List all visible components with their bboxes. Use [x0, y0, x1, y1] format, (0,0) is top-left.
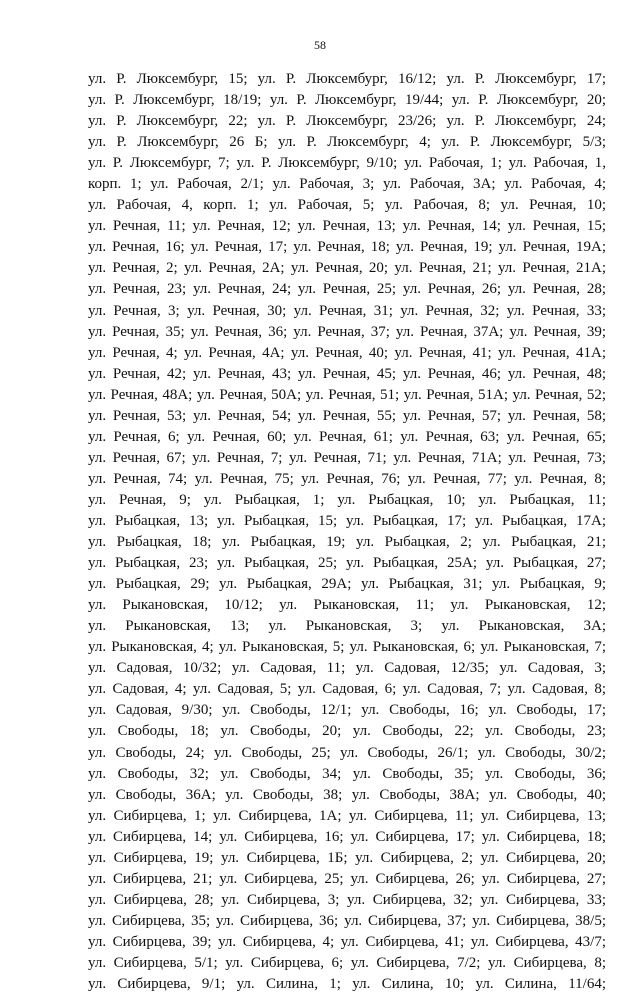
- address-line: ул. Рыкановская, 13; ул. Рыкановская, 3; ул. Рыкановская, 3А;: [88, 618, 606, 635]
- address-line: ул. Сибирцева, 5/1; ул. Сибирцева, 6; ул. Сибирцева, 7/2; ул. Сибирцева, 8;: [88, 954, 606, 971]
- address-line: ул. Речная, 74; ул. Речная, 75; ул. Речная, 76; ул. Речная, 77; ул. Речная, 8;: [88, 470, 606, 487]
- address-line: ул. Р. Люксембург, 7; ул. Р. Люксембург, 9/10; ул. Рабочая, 1; ул. Рабочая, 1,: [88, 155, 606, 172]
- address-line: ул. Речная, 3; ул. Речная, 30; ул. Речная, 31; ул. Речная, 32; ул. Речная, 33;: [88, 302, 606, 319]
- address-line: ул. Речная, 42; ул. Речная, 43; ул. Речная, 45; ул. Речная, 46; ул. Речная, 48;: [88, 365, 606, 382]
- address-line: ул. Рыкановская, 4; ул. Рыкановская, 5; ул. Рыкановская, 6; ул. Рыкановская, 7;: [88, 639, 606, 656]
- address-line: ул. Речная, 16; ул. Речная, 17; ул. Речная, 18; ул. Речная, 19; ул. Речная, 19А;: [88, 239, 606, 256]
- address-line: ул. Свободы, 24; ул. Свободы, 25; ул. Свободы, 26/1; ул. Свободы, 30/2;: [88, 744, 606, 761]
- address-line: ул. Р. Люксембург, 26 Б; ул. Р. Люксембург, 4; ул. Р. Люксембург, 5/3;: [88, 134, 606, 151]
- address-line: ул. Р. Люксембург, 22; ул. Р. Люксембург, 23/26; ул. Р. Люксембург, 24;: [88, 113, 606, 130]
- address-line: ул. Рыкановская, 10/12; ул. Рыкановская, 11; ул. Рыкановская, 12;: [88, 597, 606, 614]
- address-line: ул. Речная, 11; ул. Речная, 12; ул. Речная, 13; ул. Речная, 14; ул. Речная, 15;: [88, 218, 606, 235]
- address-line: ул. Речная, 67; ул. Речная, 7; ул. Речная, 71; ул. Речная, 71А; ул. Речная, 73;: [88, 449, 606, 466]
- address-line: ул. Сибирцева, 35; ул. Сибирцева, 36; ул. Сибирцева, 37; ул. Сибирцева, 38/5;: [88, 912, 606, 929]
- address-line: ул. Речная, 2; ул. Речная, 2А; ул. Речная, 20; ул. Речная, 21; ул. Речная, 21А;: [88, 260, 606, 277]
- address-line: ул. Рабочая, 4, корп. 1; ул. Рабочая, 5; ул. Рабочая, 8; ул. Речная, 10;: [88, 197, 606, 214]
- address-line: ул. Сибирцева, 9/1; ул. Силина, 1; ул. Силина, 10; ул. Силина, 11/64;: [88, 976, 606, 993]
- address-line: ул. Садовая, 4; ул. Садовая, 5; ул. Садовая, 6; ул. Садовая, 7; ул. Садовая, 8;: [88, 681, 606, 698]
- address-line: ул. Свободы, 32; ул. Свободы, 34; ул. Свободы, 35; ул. Свободы, 36;: [88, 765, 606, 782]
- address-line: ул. Сибирцева, 1; ул. Сибирцева, 1А; ул. Сибирцева, 11; ул. Сибирцева, 13;: [88, 807, 606, 824]
- address-line: ул. Свободы, 36А; ул. Свободы, 38; ул. Свободы, 38А; ул. Свободы, 40;: [88, 786, 606, 803]
- address-line: ул. Рыбацкая, 13; ул. Рыбацкая, 15; ул. Рыбацкая, 17; ул. Рыбацкая, 17А;: [88, 512, 606, 529]
- address-line: ул. Свободы, 18; ул. Свободы, 20; ул. Свободы, 22; ул. Свободы, 23;: [88, 723, 606, 740]
- address-line: ул. Речная, 23; ул. Речная, 24; ул. Речная, 25; ул. Речная, 26; ул. Речная, 28;: [88, 281, 606, 298]
- address-line: ул. Р. Люксембург, 18/19; ул. Р. Люксембург, 19/44; ул. Р. Люксембург, 20;: [88, 92, 606, 109]
- address-line: ул. Р. Люксембург, 15; ул. Р. Люксембург, 16/12; ул. Р. Люксембург, 17;: [88, 71, 606, 87]
- address-line: ул. Речная, 48А; ул. Речная, 50А; ул. Речная, 51; ул. Речная, 51А; ул. Речная, 52;: [88, 386, 606, 403]
- address-line: ул. Сибирцева, 21; ул. Сибирцева, 25; ул. Сибирцева, 26; ул. Сибирцева, 27;: [88, 870, 606, 887]
- address-line: ул. Рыбацкая, 18; ул. Рыбацкая, 19; ул. Рыбацкая, 2; ул. Рыбацкая, 21;: [88, 534, 606, 551]
- address-line: ул. Речная, 6; ул. Речная, 60; ул. Речная, 61; ул. Речная, 63; ул. Речная, 65;: [88, 428, 606, 445]
- page-number: 58: [314, 38, 326, 52]
- address-line: ул. Речная, 9; ул. Рыбацкая, 1; ул. Рыбацкая, 10; ул. Рыбацкая, 11;: [88, 491, 606, 508]
- address-list: [88, 69, 606, 995]
- address-line: ул. Речная, 4; ул. Речная, 4А; ул. Речная, 40; ул. Речная, 41; ул. Речная, 41А;: [88, 344, 606, 361]
- address-line: ул. Сибирцева, 19; ул. Сибирцева, 1Б; ул. Сибирцева, 2; ул. Сибирцева, 20;: [88, 849, 606, 866]
- address-line: ул. Сибирцева, 14; ул. Сибирцева, 16; ул. Сибирцева, 17; ул. Сибирцева, 18;: [88, 828, 606, 845]
- address-line: ул. Рыбацкая, 29; ул. Рыбацкая, 29А; ул. Рыбацкая, 31; ул. Рыбацкая, 9;: [88, 576, 606, 593]
- address-line: ул. Садовая, 10/32; ул. Садовая, 11; ул. Садовая, 12/35; ул. Садовая, 3;: [88, 660, 606, 677]
- address-line: ул. Сибирцева, 28; ул. Сибирцева, 3; ул. Сибирцева, 32; ул. Сибирцева, 33;: [88, 891, 606, 908]
- address-line: ул. Сибирцева, 39; ул. Сибирцева, 4; ул. Сибирцева, 41; ул. Сибирцева, 43/7;: [88, 933, 606, 950]
- address-line: корп. 1; ул. Рабочая, 2/1; ул. Рабочая, 3; ул. Рабочая, 3А; ул. Рабочая, 4;: [88, 176, 606, 193]
- address-line: ул. Садовая, 9/30; ул. Свободы, 12/1; ул. Свободы, 16; ул. Свободы, 17;: [88, 702, 606, 719]
- address-line: ул. Рыбацкая, 23; ул. Рыбацкая, 25; ул. Рыбацкая, 25А; ул. Рыбацкая, 27;: [88, 555, 606, 572]
- address-line: ул. Речная, 53; ул. Речная, 54; ул. Речная, 55; ул. Речная, 57; ул. Речная, 58;: [88, 407, 606, 424]
- address-line: ул. Речная, 35; ул. Речная, 36; ул. Речная, 37; ул. Речная, 37А; ул. Речная, 39;: [88, 323, 606, 340]
